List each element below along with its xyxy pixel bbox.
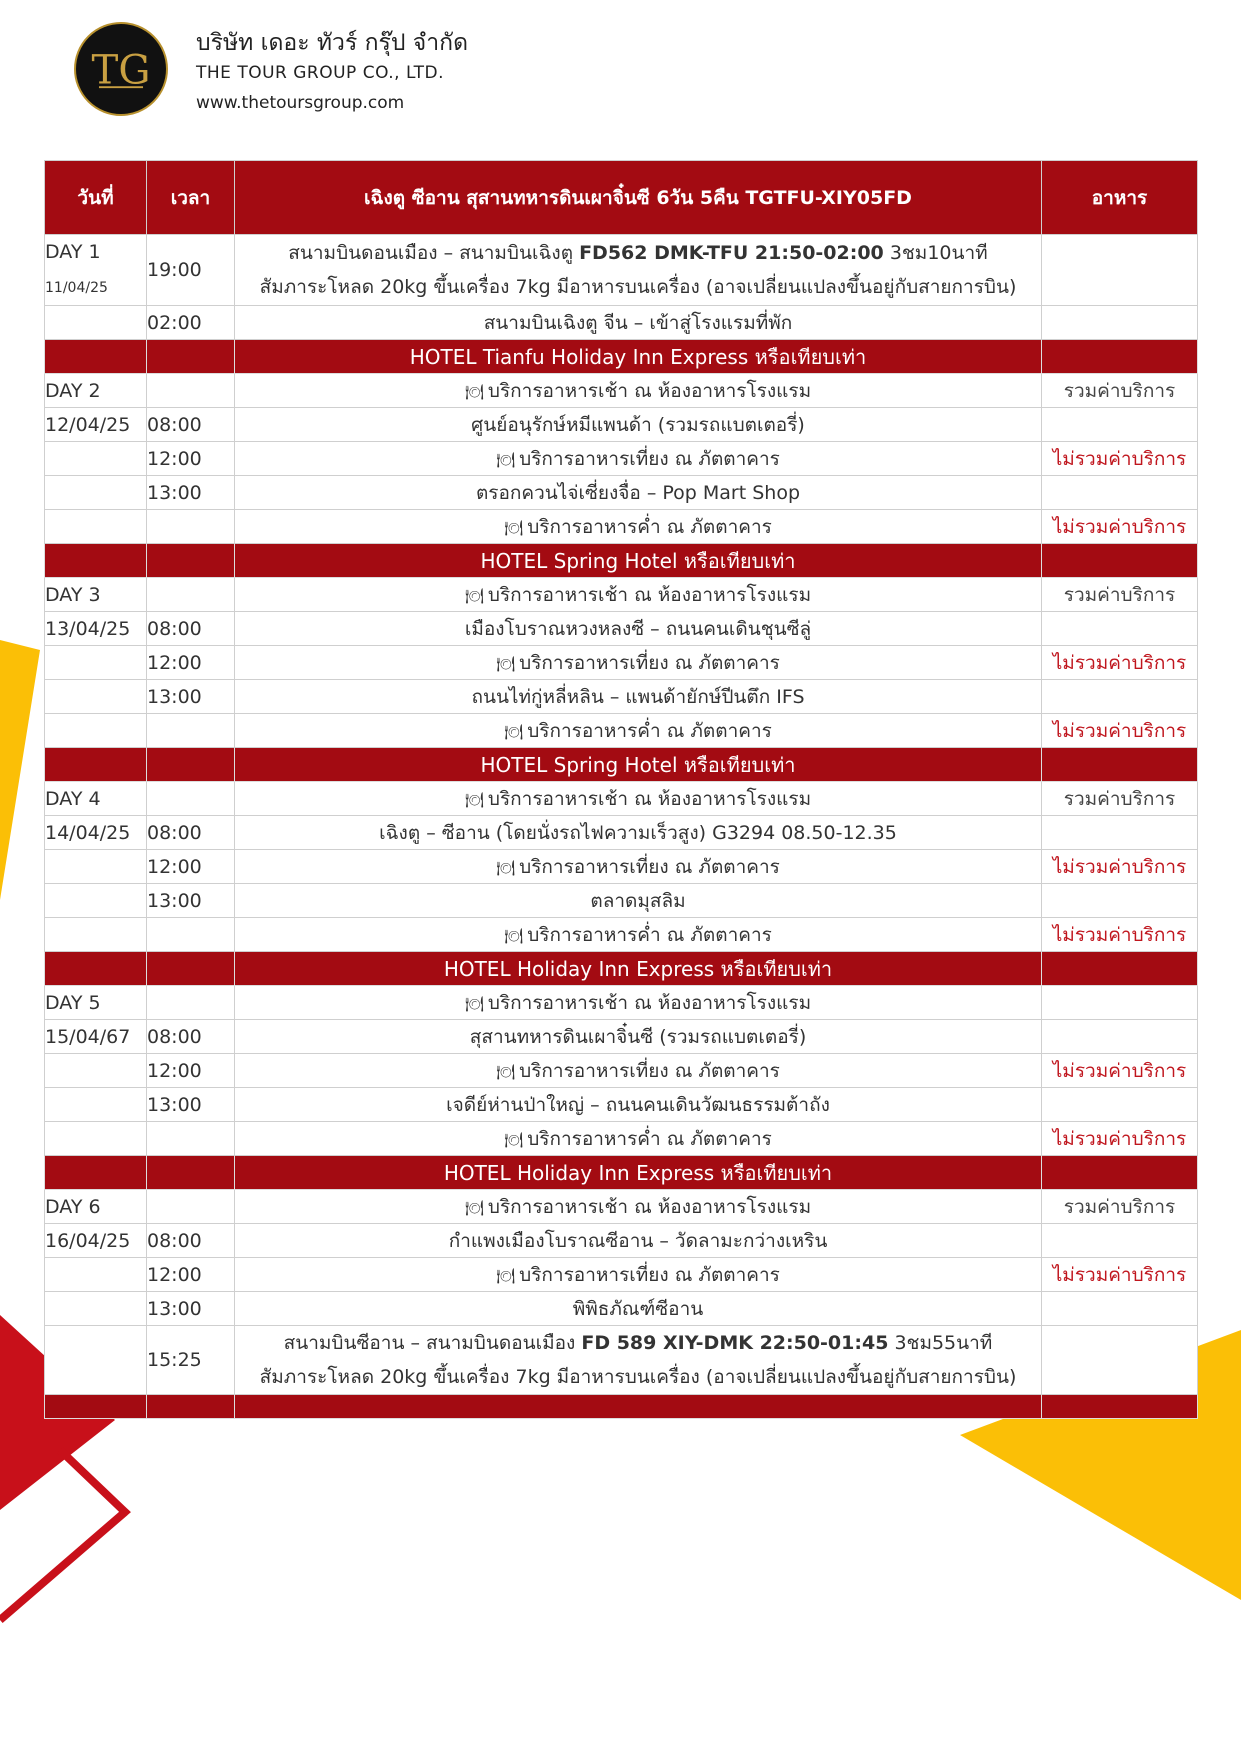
dish-icon: 🍽 — [504, 722, 524, 741]
time-cell: 12:00 — [147, 1054, 235, 1088]
meal-excluded: ไม่รวมค่าบริการ — [1042, 1122, 1198, 1156]
meal-status — [1042, 816, 1198, 850]
hotel-row — [45, 952, 1198, 986]
day-date: 15/04/67 — [45, 1020, 147, 1054]
table-row — [45, 850, 1198, 884]
meal-text: บริการอาหารเช้า ณ ห้องอาหารโรงแรม — [487, 1195, 812, 1218]
header-tour-title: เฉิงตู ซีอาน สุสานทหารดินเผาจิ๋นซี 6วัน 5คืน TGTFU-XIY05FD — [235, 161, 1042, 235]
company-name-english: THE TOUR GROUP CO., LTD. — [196, 63, 444, 83]
meal-activity — [235, 1122, 1042, 1156]
table-row — [45, 986, 1198, 1020]
header-day: วันที่ — [45, 161, 147, 235]
hotel-name: HOTEL Holiday Inn Express หรือเทียบเท่า — [235, 952, 1042, 986]
day-date: 16/04/25 — [45, 1224, 147, 1258]
footer-cell — [235, 1395, 1042, 1419]
time-cell: 08:00 — [147, 408, 235, 442]
hotel-name: HOTEL Tianfu Holiday Inn Express หรือเทียบเท่า — [235, 340, 1042, 374]
meal-status — [1042, 884, 1198, 918]
meal-activity — [235, 442, 1042, 476]
hotel-name: HOTEL Spring Hotel หรือเทียบเท่า — [235, 748, 1042, 782]
table-row — [45, 1224, 1198, 1258]
time-cell: 13:00 — [147, 476, 235, 510]
meal-status — [1042, 1020, 1198, 1054]
meal-status — [1042, 680, 1198, 714]
table-row — [45, 1020, 1198, 1054]
time-cell: 13:00 — [147, 884, 235, 918]
activity: ตลาดมุสลิม — [235, 884, 1042, 918]
time-cell: 13:00 — [147, 1292, 235, 1326]
meal-text: บริการอาหารเช้า ณ ห้องอาหารโรงแรม — [487, 583, 812, 606]
meal-status — [1042, 235, 1198, 306]
dish-icon: 🍽 — [496, 450, 516, 469]
table-row — [45, 1088, 1198, 1122]
time-cell — [147, 714, 235, 748]
flight-route: สนามบินซีอาน – สนามบินดอนเมือง — [283, 1332, 582, 1354]
day-label: DAY 4 — [45, 782, 147, 816]
flight-duration: 3ชม55นาที — [888, 1332, 993, 1354]
meal-activity — [235, 850, 1042, 884]
meal-excluded: ไม่รวมค่าบริการ — [1042, 442, 1198, 476]
table-row — [45, 782, 1198, 816]
yellow-left-shape — [0, 640, 40, 900]
meal-included: รวมค่าบริการ — [1042, 374, 1198, 408]
day-cell — [45, 1258, 147, 1292]
day-date: 13/04/25 — [45, 612, 147, 646]
meal-included: รวมค่าบริการ — [1042, 578, 1198, 612]
meal-activity — [235, 986, 1042, 1020]
time-cell: 08:00 — [147, 816, 235, 850]
table-row — [45, 646, 1198, 680]
baggage-info: สัมภาระโหลด 20kg ขึ้นเครื่อง 7kg มีอาหารบนเครื่อง (อาจเปลี่ยนแปลงขึ้นอยู่กับสายการบิน) — [259, 276, 1017, 298]
time-cell — [147, 986, 235, 1020]
meal-status — [1042, 1326, 1198, 1395]
time-cell: 19:00 — [147, 235, 235, 306]
dish-icon: 🍽 — [464, 994, 484, 1013]
dish-icon: 🍽 — [504, 518, 524, 537]
dish-icon: 🍽 — [496, 654, 516, 673]
time-cell: 08:00 — [147, 1224, 235, 1258]
day-cell — [45, 442, 147, 476]
time-cell — [147, 918, 235, 952]
activity: สนามบินเฉิงตู จีน – เข้าสู่โรงแรมที่พัก — [235, 306, 1042, 340]
table-row — [45, 1292, 1198, 1326]
dish-icon: 🍽 — [504, 1130, 524, 1149]
hotel-blank — [45, 952, 147, 986]
day-cell — [45, 918, 147, 952]
meal-included: รวมค่าบริการ — [1042, 1190, 1198, 1224]
hotel-blank — [147, 340, 235, 374]
table-row — [45, 1258, 1198, 1292]
meal-text: บริการอาหารเที่ยง ณ ภัตตาคาร — [519, 1059, 780, 1082]
day-cell — [45, 510, 147, 544]
baggage-info: สัมภาระโหลด 20kg ขึ้นเครื่อง 7kg มีอาหารบนเครื่อง (อาจเปลี่ยนแปลงขึ้นอยู่กับสายการบิน) — [259, 1366, 1017, 1388]
activity: ตรอกควนไจ่เซี่ยงจื่อ – Pop Mart Shop — [235, 476, 1042, 510]
hotel-name: HOTEL Holiday Inn Express หรือเทียบเท่า — [235, 1156, 1042, 1190]
meal-status — [1042, 1224, 1198, 1258]
header-meal: อาหาร — [1042, 161, 1198, 235]
day-cell — [45, 680, 147, 714]
day-cell — [45, 1088, 147, 1122]
day-cell — [45, 1122, 147, 1156]
activity: เมืองโบราณหวงหลงซี – ถนนคนเดินชุนซีลู่ — [235, 612, 1042, 646]
hotel-blank — [147, 952, 235, 986]
dish-icon: 🍽 — [496, 858, 516, 877]
meal-text: บริการอาหารค่ำ ณ ภัตตาคาร — [527, 719, 772, 742]
table-row — [45, 235, 1198, 306]
table-row — [45, 1122, 1198, 1156]
table-row — [45, 306, 1198, 340]
time-cell: 13:00 — [147, 680, 235, 714]
meal-status — [1042, 1292, 1198, 1326]
company-website-link[interactable]: www.thetoursgroup.com — [196, 93, 405, 113]
hotel-blank — [147, 544, 235, 578]
time-cell: 15:25 — [147, 1326, 235, 1395]
meal-activity — [235, 714, 1042, 748]
dish-icon: 🍽 — [504, 926, 524, 945]
meal-activity — [235, 918, 1042, 952]
dish-icon: 🍽 — [464, 586, 484, 605]
meal-excluded: ไม่รวมค่าบริการ — [1042, 1054, 1198, 1088]
time-cell: 08:00 — [147, 1020, 235, 1054]
meal-text: บริการอาหารเช้า ณ ห้องอาหารโรงแรม — [487, 991, 812, 1014]
company-logo — [74, 22, 168, 116]
footer-cell — [147, 1395, 235, 1419]
time-cell: 13:00 — [147, 1088, 235, 1122]
meal-text: บริการอาหารเที่ยง ณ ภัตตาคาร — [519, 855, 780, 878]
meal-excluded: ไม่รวมค่าบริการ — [1042, 510, 1198, 544]
day-label: DAY 2 — [45, 374, 147, 408]
hotel-blank — [1042, 544, 1198, 578]
meal-text: บริการอาหารค่ำ ณ ภัตตาคาร — [527, 1127, 772, 1150]
hotel-blank — [1042, 1156, 1198, 1190]
activity: สุสานทหารดินเผาจิ๋นซี (รวมรถแบตเตอรี่) — [235, 1020, 1042, 1054]
meal-status — [1042, 1088, 1198, 1122]
table-row — [45, 680, 1198, 714]
hotel-blank — [147, 1156, 235, 1190]
dish-icon: 🍽 — [496, 1062, 516, 1081]
time-cell: 08:00 — [147, 612, 235, 646]
table-row — [45, 374, 1198, 408]
day-cell — [45, 646, 147, 680]
activity: เฉิงตู – ซีอาน (โดยนั่งรถไฟความเร็วสูง) G3294 08.50-12.35 — [235, 816, 1042, 850]
time-cell — [147, 1122, 235, 1156]
dish-icon: 🍽 — [464, 382, 484, 401]
day-cell — [45, 884, 147, 918]
day-cell — [45, 850, 147, 884]
time-cell — [147, 578, 235, 612]
meal-text: บริการอาหารเที่ยง ณ ภัตตาคาร — [519, 447, 780, 470]
day-cell — [45, 1054, 147, 1088]
table-row — [45, 816, 1198, 850]
hotel-blank — [45, 340, 147, 374]
table-row — [45, 578, 1198, 612]
day-label: DAY 6 — [45, 1190, 147, 1224]
table-row — [45, 1054, 1198, 1088]
meal-excluded: ไม่รวมค่าบริการ — [1042, 850, 1198, 884]
meal-excluded: ไม่รวมค่าบริการ — [1042, 1258, 1198, 1292]
time-cell — [147, 374, 235, 408]
day-date: 11/04/25 — [45, 280, 108, 296]
day-label: DAY 5 — [45, 986, 147, 1020]
table-header-row — [45, 161, 1198, 235]
meal-excluded: ไม่รวมค่าบริการ — [1042, 714, 1198, 748]
table-row — [45, 510, 1198, 544]
day-cell — [45, 1292, 147, 1326]
time-cell: 12:00 — [147, 646, 235, 680]
hotel-blank — [45, 748, 147, 782]
meal-text: บริการอาหารเช้า ณ ห้องอาหารโรงแรม — [487, 787, 812, 810]
meal-text: บริการอาหารค่ำ ณ ภัตตาคาร — [527, 923, 772, 946]
svg-text:TG: TG — [91, 47, 151, 94]
meal-activity — [235, 374, 1042, 408]
hotel-blank — [1042, 952, 1198, 986]
hotel-blank — [147, 748, 235, 782]
hotel-row — [45, 340, 1198, 374]
table-row — [45, 612, 1198, 646]
table-row — [45, 408, 1198, 442]
meal-activity — [235, 1258, 1042, 1292]
table-row — [45, 918, 1198, 952]
table-row — [45, 442, 1198, 476]
table-footer-row — [45, 1395, 1198, 1419]
activity: พิพิธภัณฑ์ซีอาน — [235, 1292, 1042, 1326]
meal-activity — [235, 1190, 1042, 1224]
meal-text: บริการอาหารเช้า ณ ห้องอาหารโรงแรม — [487, 379, 812, 402]
itinerary-table — [44, 160, 1198, 1419]
flight-info — [235, 1326, 1042, 1395]
time-cell: 12:00 — [147, 850, 235, 884]
activity: เจดีย์ห่านป่าใหญ่ – ถนนคนเดินวัฒนธรรมต้าถัง — [235, 1088, 1042, 1122]
flight-number: FD562 DMK-TFU 21:50-02:00 — [579, 242, 884, 264]
hotel-blank — [1042, 340, 1198, 374]
activity: กำแพงเมืองโบราณซีอาน – วัดลามะกว่างเหริน — [235, 1224, 1042, 1258]
meal-status — [1042, 408, 1198, 442]
meal-activity — [235, 782, 1042, 816]
time-cell — [147, 1190, 235, 1224]
flight-duration: 3ชม10นาที — [883, 242, 988, 264]
time-cell: 12:00 — [147, 442, 235, 476]
day-label: DAY 1 — [45, 241, 101, 263]
meal-text: บริการอาหารค่ำ ณ ภัตตาคาร — [527, 515, 772, 538]
day-cell — [45, 235, 147, 306]
table-row — [45, 1190, 1198, 1224]
header-time: เวลา — [147, 161, 235, 235]
day-cell — [45, 306, 147, 340]
hotel-row — [45, 544, 1198, 578]
time-cell: 02:00 — [147, 306, 235, 340]
table-row — [45, 476, 1198, 510]
hotel-name: HOTEL Spring Hotel หรือเทียบเท่า — [235, 544, 1042, 578]
hotel-blank — [45, 1156, 147, 1190]
meal-text: บริการอาหารเที่ยง ณ ภัตตาคาร — [519, 1263, 780, 1286]
table-row — [45, 884, 1198, 918]
time-cell — [147, 782, 235, 816]
hotel-row — [45, 1156, 1198, 1190]
company-name-thai: บริษัท เดอะ ทัวร์ กรุ๊ป จำกัด — [196, 30, 469, 56]
meal-excluded: ไม่รวมค่าบริการ — [1042, 646, 1198, 680]
time-cell: 12:00 — [147, 1258, 235, 1292]
day-cell — [45, 1326, 147, 1395]
dish-icon: 🍽 — [464, 790, 484, 809]
day-cell — [45, 714, 147, 748]
meal-status — [1042, 306, 1198, 340]
flight-route: สนามบินดอนเมือง – สนามบินเฉิงตู — [288, 242, 580, 264]
meal-text: บริการอาหารเที่ยง ณ ภัตตาคาร — [519, 651, 780, 674]
footer-cell — [1042, 1395, 1198, 1419]
activity: ศูนย์อนุรักษ์หมีแพนด้า (รวมรถแบตเตอรี่) — [235, 408, 1042, 442]
meal-activity — [235, 510, 1042, 544]
meal-excluded: ไม่รวมค่าบริการ — [1042, 918, 1198, 952]
day-cell — [45, 476, 147, 510]
hotel-blank — [1042, 748, 1198, 782]
time-cell — [147, 510, 235, 544]
day-date: 12/04/25 — [45, 408, 147, 442]
hotel-blank — [45, 544, 147, 578]
meal-activity — [235, 1054, 1042, 1088]
flight-number: FD 589 XIY-DMK 22:50-01:45 — [581, 1332, 889, 1354]
meal-status — [1042, 476, 1198, 510]
table-row — [45, 714, 1198, 748]
day-date: 14/04/25 — [45, 816, 147, 850]
hotel-row — [45, 748, 1198, 782]
table-row — [45, 1326, 1198, 1395]
dish-icon: 🍽 — [464, 1198, 484, 1217]
meal-status — [1042, 986, 1198, 1020]
activity: ถนนไท่กู่หลี่หลิน – แพนด้ายักษ์ปีนตึก IFS — [235, 680, 1042, 714]
meal-activity — [235, 646, 1042, 680]
meal-status — [1042, 612, 1198, 646]
meal-activity — [235, 578, 1042, 612]
footer-cell — [45, 1395, 147, 1419]
dish-icon: 🍽 — [496, 1266, 516, 1285]
day-label: DAY 3 — [45, 578, 147, 612]
flight-info — [235, 235, 1042, 306]
meal-included: รวมค่าบริการ — [1042, 782, 1198, 816]
